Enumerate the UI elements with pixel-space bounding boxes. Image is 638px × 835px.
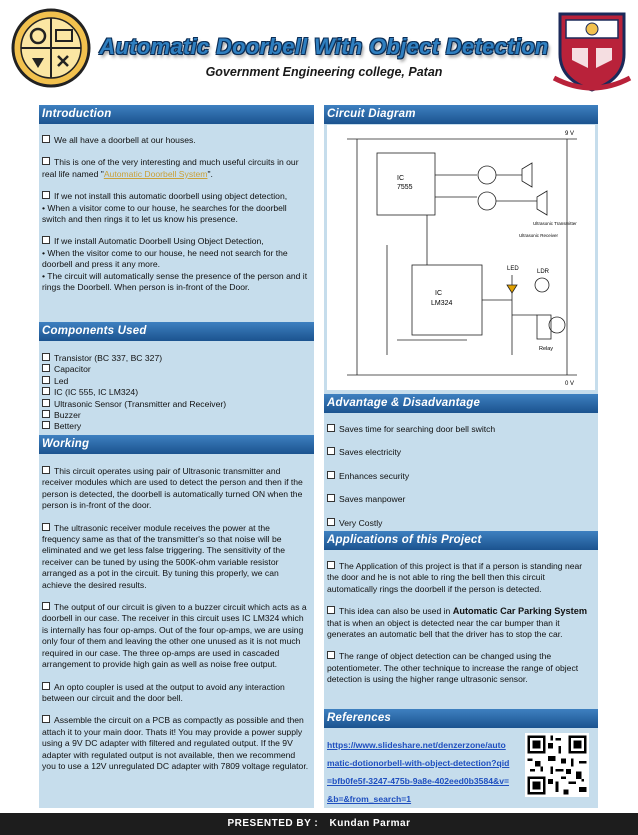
checkbox-icon bbox=[327, 424, 335, 432]
checkbox-icon bbox=[42, 353, 50, 361]
working-text-4: An opto coupler is used at the output to avoid any interaction between our circuit and the door bell. bbox=[42, 681, 285, 703]
receiver-label: Ultrasonic Receiver bbox=[519, 233, 559, 238]
application-point-2 bbox=[327, 606, 595, 640]
component-label: Led bbox=[54, 375, 69, 386]
component-label: IC (IC 555, IC LM324) bbox=[54, 387, 139, 398]
checkbox-icon bbox=[327, 447, 335, 455]
component-label: Buzzer bbox=[54, 410, 81, 421]
header bbox=[0, 0, 638, 102]
working-text-3: The output of our circuit is given to a buzzer circuit which acts as a doorbell in our case. The receiver in this circuit uses IC LM324 which is internally has four op-amps. Out of the four op-amps, we are using only four of them and leaving the other one unused as it is not much required in our case. The three op-amps are used in cascaded arrangement to provide high gain as well as noise free output. bbox=[42, 602, 307, 670]
checkbox-icon bbox=[42, 410, 50, 418]
component-label: Bettery bbox=[54, 421, 82, 432]
advantage-item bbox=[327, 494, 595, 505]
intro-point-4 bbox=[42, 236, 310, 293]
introduction-body bbox=[42, 135, 310, 304]
advantage-label: Saves manpower bbox=[339, 494, 406, 505]
checkbox-icon bbox=[42, 523, 50, 531]
ground-label: 0 V bbox=[565, 381, 575, 387]
working-point-4 bbox=[42, 682, 310, 705]
checkbox-icon bbox=[42, 135, 50, 143]
checkbox-icon bbox=[42, 466, 50, 474]
component-item bbox=[42, 421, 310, 432]
intro-text-1: We all have a doorbell at our houses. bbox=[54, 135, 196, 145]
working-text-2: The ultrasonic receiver module receives the power at the frequency same as that of the transmitter's so that noise will be eliminated and we get less false triggering. The sensitivity of the receiver can be tuned by using the 500K-ohm variable resistor arranged as a pot in the circuit. By tuning this properly, we can achieve the desired results. bbox=[42, 522, 285, 590]
application-text-2-end: that is when an object is detected near the car bumper than it generates an automatic bell that the driver has to stop the car. bbox=[327, 617, 563, 640]
footer bbox=[0, 813, 638, 835]
checkbox-icon bbox=[42, 682, 50, 690]
advantage-item bbox=[327, 471, 595, 482]
checkbox-icon bbox=[42, 387, 50, 395]
advantage-label: Enhances security bbox=[339, 470, 410, 481]
advantage-label: Saves time for searching door bell switch bbox=[339, 424, 496, 434]
ic2-label: IC bbox=[435, 290, 442, 297]
advantage-item bbox=[327, 424, 595, 435]
checkbox-icon bbox=[327, 471, 335, 479]
application-text-2: This idea can also be used in bbox=[339, 606, 453, 617]
intro-text-3: If we not install this automatic doorbell using object detection, bbox=[54, 191, 288, 202]
working-point-3 bbox=[42, 602, 310, 670]
intro-point-1 bbox=[42, 135, 310, 146]
presented-by-label: PRESENTED BY : bbox=[227, 818, 319, 829]
intro-text-4: If we install Automatic Doorbell Using Object Detection, bbox=[54, 236, 264, 247]
ic2-part-label: LM324 bbox=[431, 300, 453, 307]
checkbox-icon bbox=[327, 518, 335, 526]
ic1-part-label: 7555 bbox=[397, 184, 413, 191]
applications-body bbox=[327, 561, 595, 697]
application-text-1: The Application of this project is that if a person is standing near the door and he is not able to ring the bell then this circuit automatically rings the doorbell if the person is detected. bbox=[327, 561, 583, 594]
advantage-item bbox=[327, 447, 595, 458]
car-parking-highlight: Automatic Car Parking System bbox=[452, 606, 587, 617]
checkbox-icon bbox=[42, 715, 50, 723]
reference-link[interactable]: https://www.slideshare.net/denzerzone/automatic-dotionorbell-with-object-detection?qid=bfb0fe5f-3247-475b-9a8e-402eed0b3584&v=&b=&from_search=1 bbox=[327, 740, 510, 804]
applications-heading: Applications of this Project bbox=[324, 531, 598, 550]
intro-text-2: This is one of the very interesting and much useful circuits in our real life named " bbox=[42, 157, 299, 179]
working-text-5: Assemble the circuit on a PCB as compactly as possible and then attach it to your main door. Thats it! You may provide a power supply using a 9V DC adapter with filtered and regulated output. If the 9V adapter with regulated output is not available, then we recommend you to use a 12V unregulated DC adapter with 7809 voltage regulator. bbox=[42, 715, 309, 771]
ldr-label: LDR bbox=[537, 269, 550, 275]
presenter-name: Kundan Parmar bbox=[329, 818, 411, 829]
doorbell-system-link[interactable]: Automatic Doorbell System bbox=[103, 168, 208, 179]
intro-point-3 bbox=[42, 191, 310, 225]
component-item bbox=[42, 410, 310, 421]
relay-label: Relay bbox=[539, 346, 554, 352]
reference-block bbox=[327, 735, 513, 807]
poster-subtitle: Government Engineering college, Patan bbox=[205, 65, 443, 79]
intro-text-3b: • When a visitor come to our house, he searches for the doorbell switch and then rings it to let us know his presence. bbox=[42, 202, 287, 225]
component-item bbox=[42, 399, 310, 410]
checkbox-icon bbox=[42, 157, 50, 165]
component-label: Ultrasonic Sensor (Transmitter and Receiver) bbox=[54, 398, 227, 409]
advantage-item bbox=[327, 518, 595, 529]
application-text-3: The range of object detection can be changed using the potentiometer. The other technique to increase the range of object detection is using the higher range ultrasonic sensor. bbox=[327, 651, 579, 685]
component-item bbox=[42, 353, 310, 364]
supply-label: 9 V bbox=[565, 131, 575, 137]
component-label: Transistor (BC 337, BC 327) bbox=[54, 353, 163, 363]
component-label: Capacitor bbox=[54, 364, 91, 375]
checkbox-icon bbox=[327, 606, 335, 614]
advantage-label: Very Costly bbox=[339, 517, 383, 528]
checkbox-icon bbox=[42, 376, 50, 384]
intro-point-2 bbox=[42, 157, 310, 180]
advantage-list bbox=[327, 424, 595, 541]
intro-text-4c: • The circuit will automatically sense the presence of the person and it rings the Doorbell. When person is in-front of the Door. bbox=[42, 270, 308, 293]
transmitter-label: Ultrasonic Transmitter bbox=[533, 221, 577, 226]
working-body bbox=[42, 466, 310, 783]
working-point-1 bbox=[42, 466, 310, 512]
checkbox-icon bbox=[42, 236, 50, 244]
component-item bbox=[42, 376, 310, 387]
checkbox-icon bbox=[42, 421, 50, 429]
checkbox-icon bbox=[42, 399, 50, 407]
checkbox-icon bbox=[42, 191, 50, 199]
intro-text-2-end: ". bbox=[207, 168, 213, 179]
led-label: LED bbox=[507, 266, 519, 272]
advantage-heading: Advantage & Disadvantage bbox=[324, 394, 598, 413]
component-item bbox=[42, 387, 310, 398]
components-list bbox=[42, 353, 310, 433]
application-point-3 bbox=[327, 651, 595, 685]
checkbox-icon bbox=[327, 494, 335, 502]
checkbox-icon bbox=[327, 561, 335, 569]
components-heading: Components Used bbox=[39, 322, 314, 341]
circuit-heading: Circuit Diagram bbox=[324, 105, 598, 124]
working-point-5 bbox=[42, 715, 310, 772]
working-point-2 bbox=[42, 523, 310, 591]
college-logo-icon bbox=[8, 6, 94, 90]
component-item bbox=[42, 364, 310, 375]
university-crest-icon bbox=[552, 8, 632, 92]
checkbox-icon bbox=[327, 651, 335, 659]
circuit-diagram bbox=[327, 125, 595, 390]
poster-title: Automatic Doorbell With Object Detection bbox=[99, 34, 549, 59]
ic1-label: IC bbox=[397, 175, 404, 182]
introduction-heading: Introduction bbox=[39, 105, 314, 124]
working-text-1: This circuit operates using pair of Ultrasonic transmitter and receiver modules which are used to detect the person and then if the person is detected, the doorbell is automatically turned ON when the person is in-front of the door. bbox=[42, 466, 303, 511]
working-heading: Working bbox=[39, 435, 314, 454]
intro-text-4b: • When the visitor come to our house, he need not search for the doorbell and press it any more. bbox=[42, 247, 288, 270]
advantage-label: Saves electricity bbox=[339, 447, 402, 458]
checkbox-icon bbox=[42, 602, 50, 610]
references-heading: References bbox=[324, 709, 598, 728]
checkbox-icon bbox=[42, 364, 50, 372]
qr-code-icon[interactable] bbox=[525, 733, 589, 797]
application-point-1 bbox=[327, 561, 595, 595]
